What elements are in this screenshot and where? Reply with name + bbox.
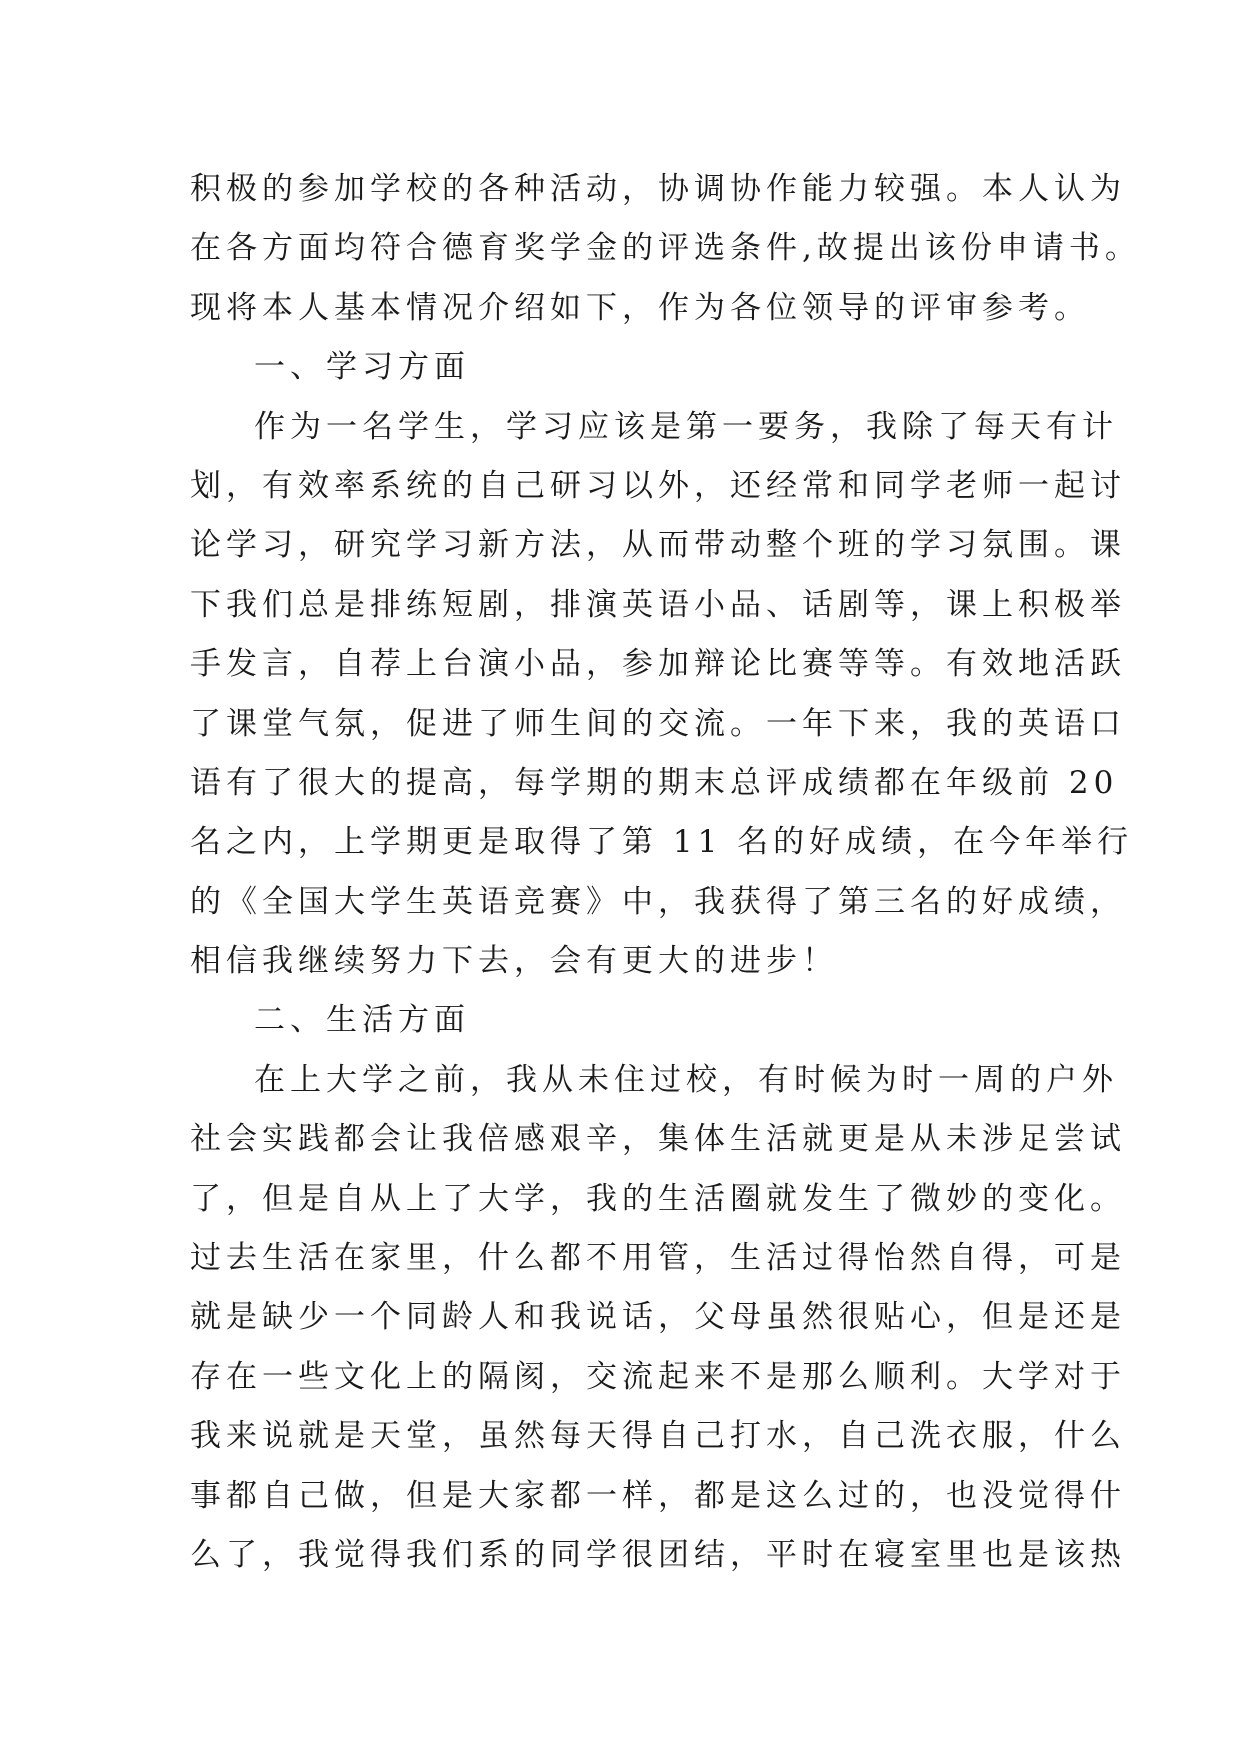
document-body xyxy=(190,160,1150,1585)
text-line: 现将本人基本情况介绍如下，作为各位领导的评审参考。 xyxy=(190,289,1090,326)
text-line: 语有了很大的提高，每学期的期末总评成绩都在年级前 20 xyxy=(190,764,1119,801)
text-line: 积极的参加学校的各种活动，协调协作能力较强。本人认为 xyxy=(190,171,1126,207)
section-heading-study: 一、学习方面 xyxy=(254,349,470,386)
text-line: 的《全国大学生英语竞赛》中，我获得了第三名的好成绩， xyxy=(190,883,1126,920)
text-line: 事都自己做，但是大家都一样，都是这么过的，也没觉得什 xyxy=(190,1477,1126,1514)
text-line: 社会实践都会让我倍感艰辛，集体生活就更是从未涉足尝试 xyxy=(190,1121,1126,1158)
text-line: 么了，我觉得我们系的同学很团结，平时在寝室里也是该热 xyxy=(190,1536,1126,1573)
text-line: 在上大学之前，我从未住过校，有时候为时一周的户外 xyxy=(254,1061,1118,1098)
text-line: 我来说就是天堂，虽然每天得自己打水，自己洗衣服，什么 xyxy=(190,1418,1126,1455)
text-line: 下我们总是排练短剧，排演英语小品、话剧等，课上积极举 xyxy=(190,586,1126,623)
text-line: 了，但是自从上了大学，我的生活圈就发生了微妙的变化。 xyxy=(190,1180,1126,1217)
text-line: 手发言，自荐上台演小品，参加辩论比赛等等。有效地活跃 xyxy=(190,646,1126,683)
section-heading-life: 二、生活方面 xyxy=(254,1002,470,1039)
text-line: 在各方面均符合德育奖学金的评选条件,故提出该份申请书。 xyxy=(190,230,1141,267)
text-line: 存在一些文化上的隔阂，交流起来不是那么顺利。大学对于 xyxy=(190,1358,1126,1395)
text-line: 了课堂气氛，促进了师生间的交流。一年下来，我的英语口 xyxy=(190,705,1126,742)
text-line: 作为一名学生，学习应该是第一要务，我除了每天有计 xyxy=(254,408,1118,445)
text-line: 论学习，研究学习新方法，从而带动整个班的学习氛围。课 xyxy=(190,527,1126,564)
text-line: 名之内，上学期更是取得了第 11 名的好成绩，在今年举行 xyxy=(190,824,1134,861)
text-line: 就是缺少一个同龄人和我说话，父母虽然很贴心，但是还是 xyxy=(190,1299,1126,1336)
text-line: 划，有效率系统的自己研习以外，还经常和同学老师一起讨 xyxy=(190,467,1126,504)
text-line: 过去生活在家里，什么都不用管，生活过得怡然自得，可是 xyxy=(190,1240,1126,1277)
text-line: 相信我继续努力下去，会有更大的进步！ xyxy=(190,943,838,980)
